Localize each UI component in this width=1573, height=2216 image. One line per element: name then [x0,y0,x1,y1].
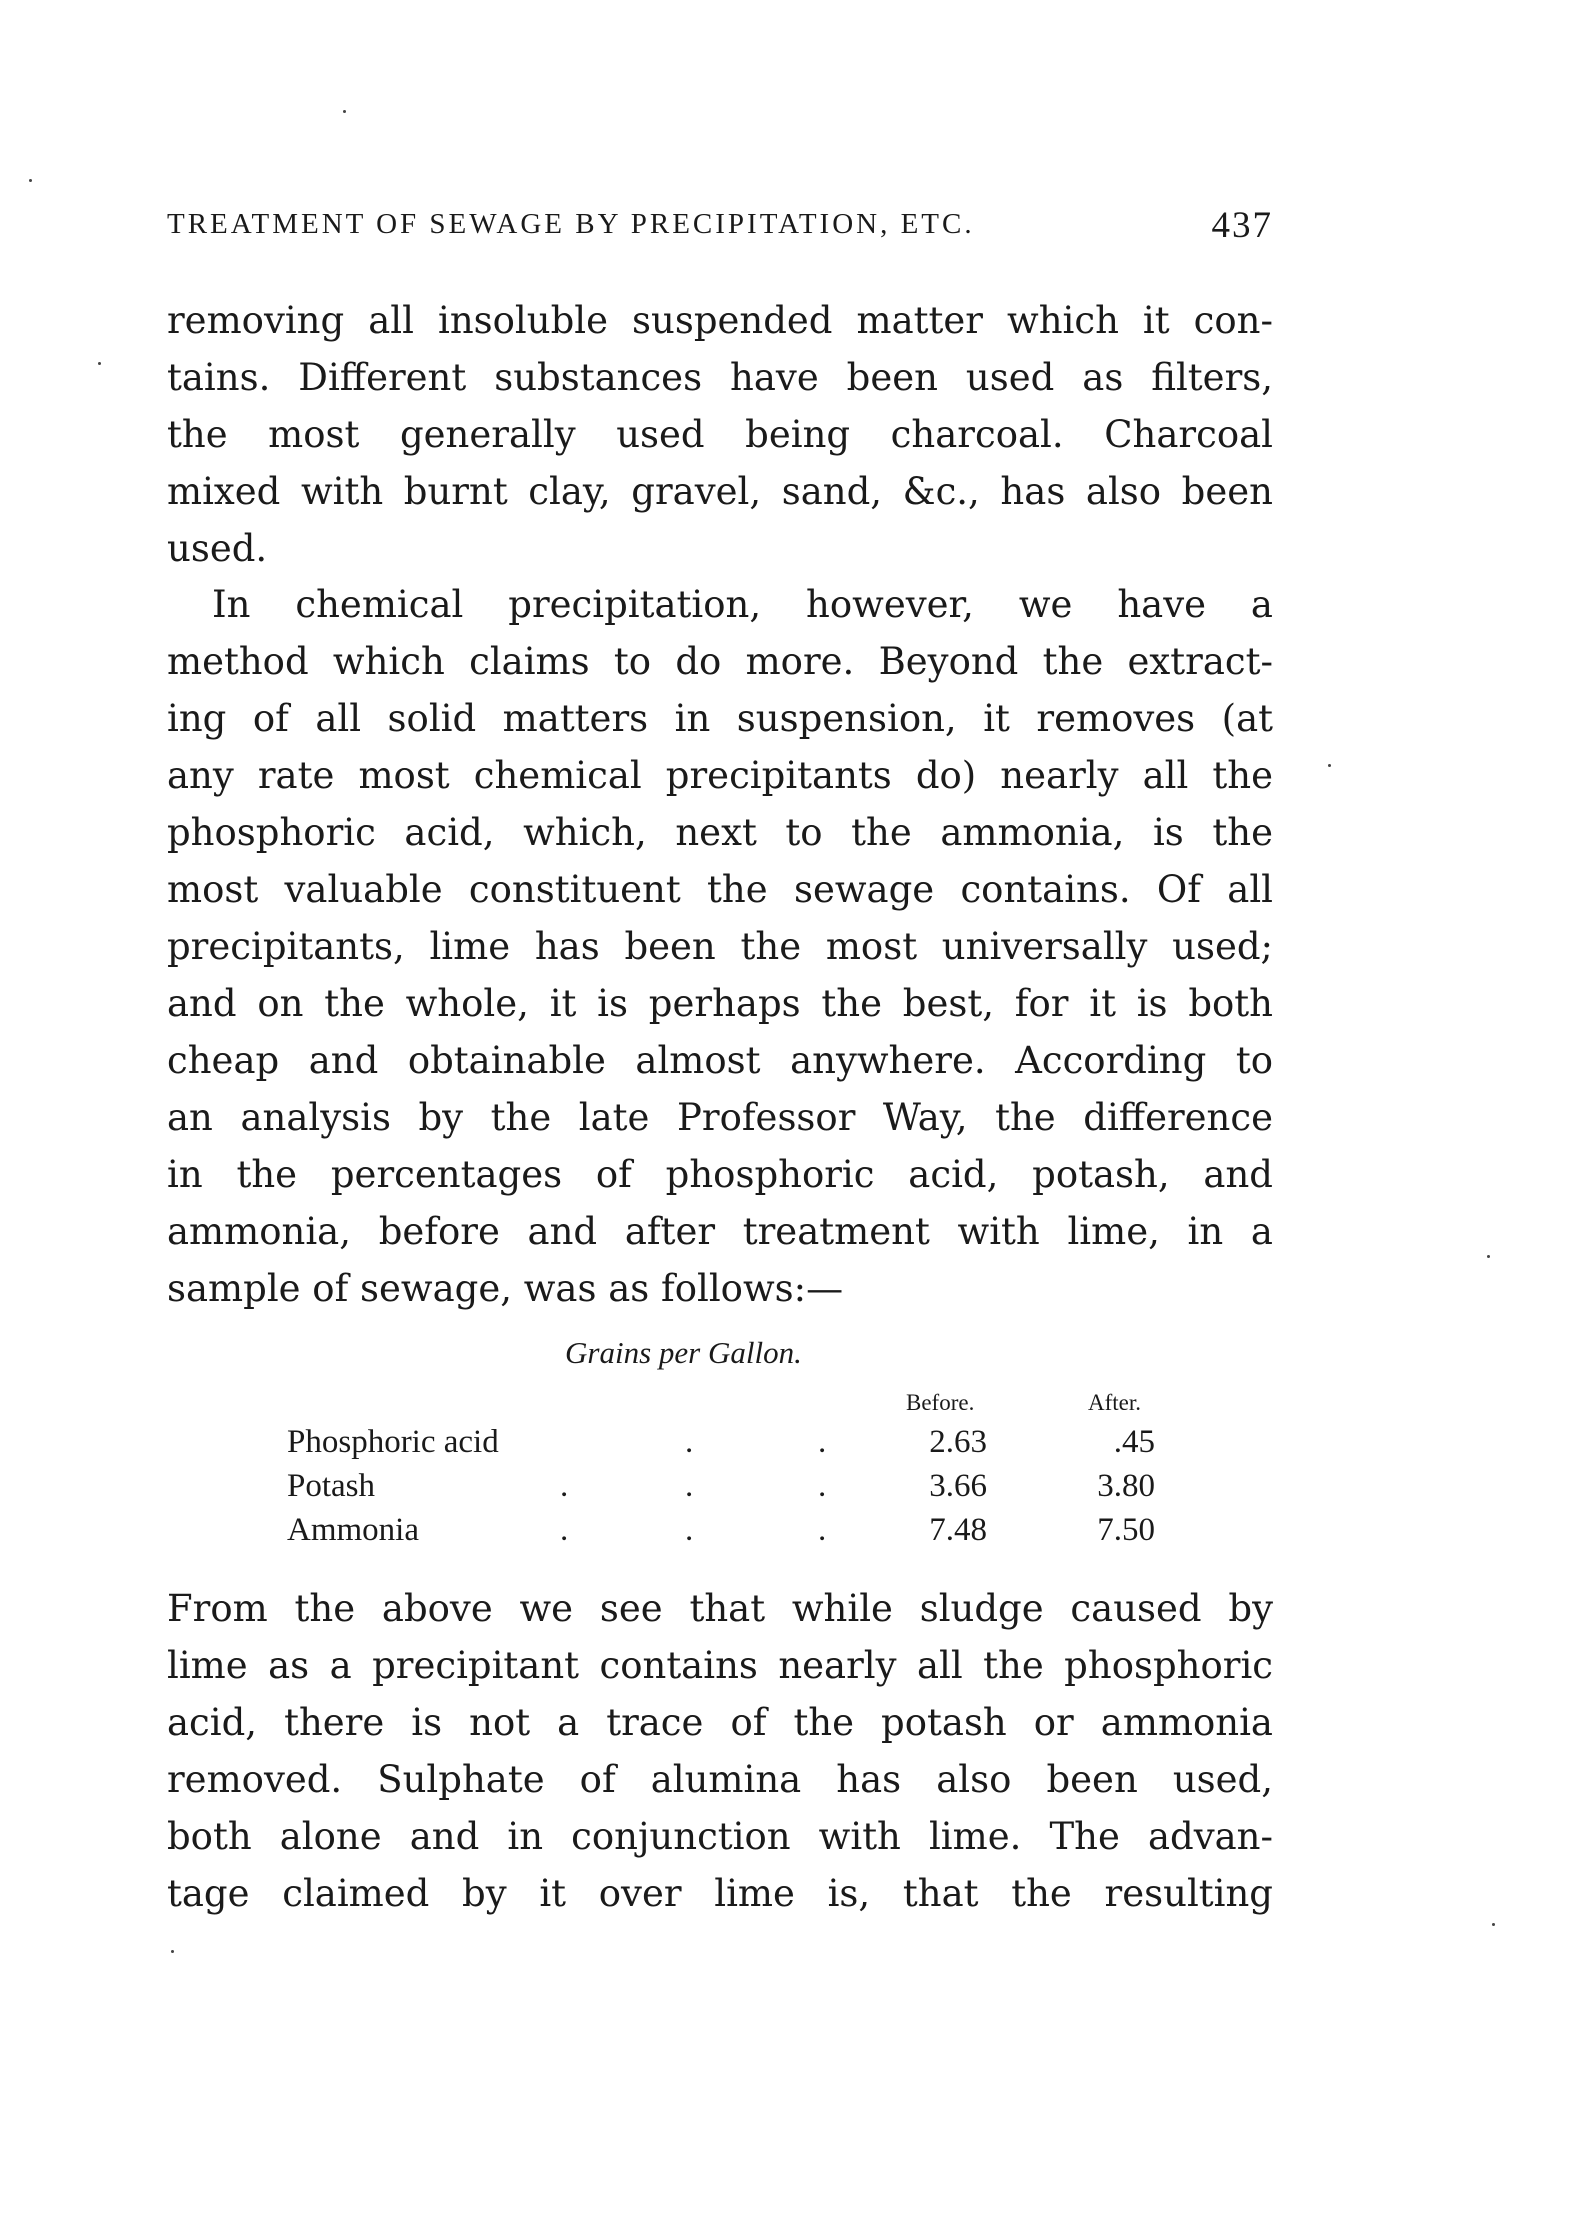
text-line: most valuable constituent the sewage contains. Of all [167,868,1273,911]
text-line: any rate most chemical precipitants do) nearly all the [167,754,1273,797]
paragraph-3 [167,1580,1273,1922]
paragraph-1 [167,292,1273,577]
scan-speck [1487,1255,1490,1258]
text-line: used. [167,527,268,570]
text-line: tage claimed by it over lime is, that the resulting [167,1872,1273,1915]
paragraph-2 [167,576,1273,1317]
text-line: ing of all solid matters in suspension, it removes (at [167,697,1273,740]
before-value: 2.63 [929,1424,987,1460]
leader-dot: . [685,1424,694,1460]
scan-speck [98,362,101,365]
after-value: .45 [1113,1424,1155,1460]
text-line: and on the whole, it is perhaps the best, for it is both [167,982,1273,1025]
scan-speck [171,1950,174,1953]
row-label: Potash [287,1468,376,1504]
text-line: acid, there is not a trace of the potash or ammonia [167,1701,1273,1744]
text-line: phosphoric acid, which, next to the ammonia, is the [167,811,1273,854]
table-caption: Grains per Gallon. [565,1335,802,1370]
before-value: 3.66 [929,1468,987,1504]
text-line: ammonia, before and after treatment with lime, in a [167,1210,1273,1253]
table-row [287,1512,1167,1556]
text-line: From the above we see that while sludge caused by [167,1587,1273,1630]
text-line: removed. Sulphate of alumina has also been used, [167,1758,1273,1801]
leader-dot: . [685,1512,694,1548]
scan-speck [1328,764,1331,767]
text-line: cheap and obtainable almost anywhere. According to [167,1039,1273,1082]
row-label: Phosphoric acid [287,1424,499,1460]
text-line: an analysis by the late Professor Way, the difference [167,1096,1273,1139]
after-value: 3.80 [1097,1468,1155,1504]
row-label: Ammonia [287,1512,419,1548]
leader-dot: . [818,1468,827,1504]
text-line: tains. Different substances have been used as filters, [167,356,1273,399]
text-line: mixed with burnt clay, gravel, sand, &c., has also been [167,470,1273,513]
scan-speck [343,110,346,113]
leader-dot: . [818,1512,827,1548]
page-header [167,205,1273,258]
leader-dot: . [560,1512,569,1548]
leader-dot: . [818,1424,827,1460]
scan-speck [29,179,32,182]
text-line: In chemical precipitation, however, we have a [212,583,1273,626]
before-value: 7.48 [929,1512,987,1548]
table-row [287,1424,1167,1468]
text-line: lime as a precipitant contains nearly all the phosphoric [167,1644,1273,1687]
leader-dot: . [560,1468,569,1504]
text-line: both alone and in conjunction with lime. The advan- [167,1815,1273,1858]
leader-dot: . [685,1468,694,1504]
after-value: 7.50 [1097,1512,1155,1548]
running-head: TREATMENT OF SEWAGE BY PRECIPITATION, ETC. [167,208,975,240]
text-line: precipitants, lime has been the most universally used; [167,925,1273,968]
text-line: sample of sewage, was as follows:— [167,1267,844,1310]
scan-speck [1492,1923,1495,1926]
text-line: method which claims to do more. Beyond the extract- [167,640,1273,683]
text-line: the most generally used being charcoal. Charcoal [167,413,1273,456]
table-row [287,1468,1167,1512]
column-header-before: Before. [906,1390,975,1415]
text-line: in the percentages of phosphoric acid, potash, and [167,1153,1273,1196]
text-line: removing all insoluble suspended matter which it con- [167,299,1273,342]
column-header-after: After. [1088,1390,1142,1415]
page-number: 437 [1211,205,1273,246]
